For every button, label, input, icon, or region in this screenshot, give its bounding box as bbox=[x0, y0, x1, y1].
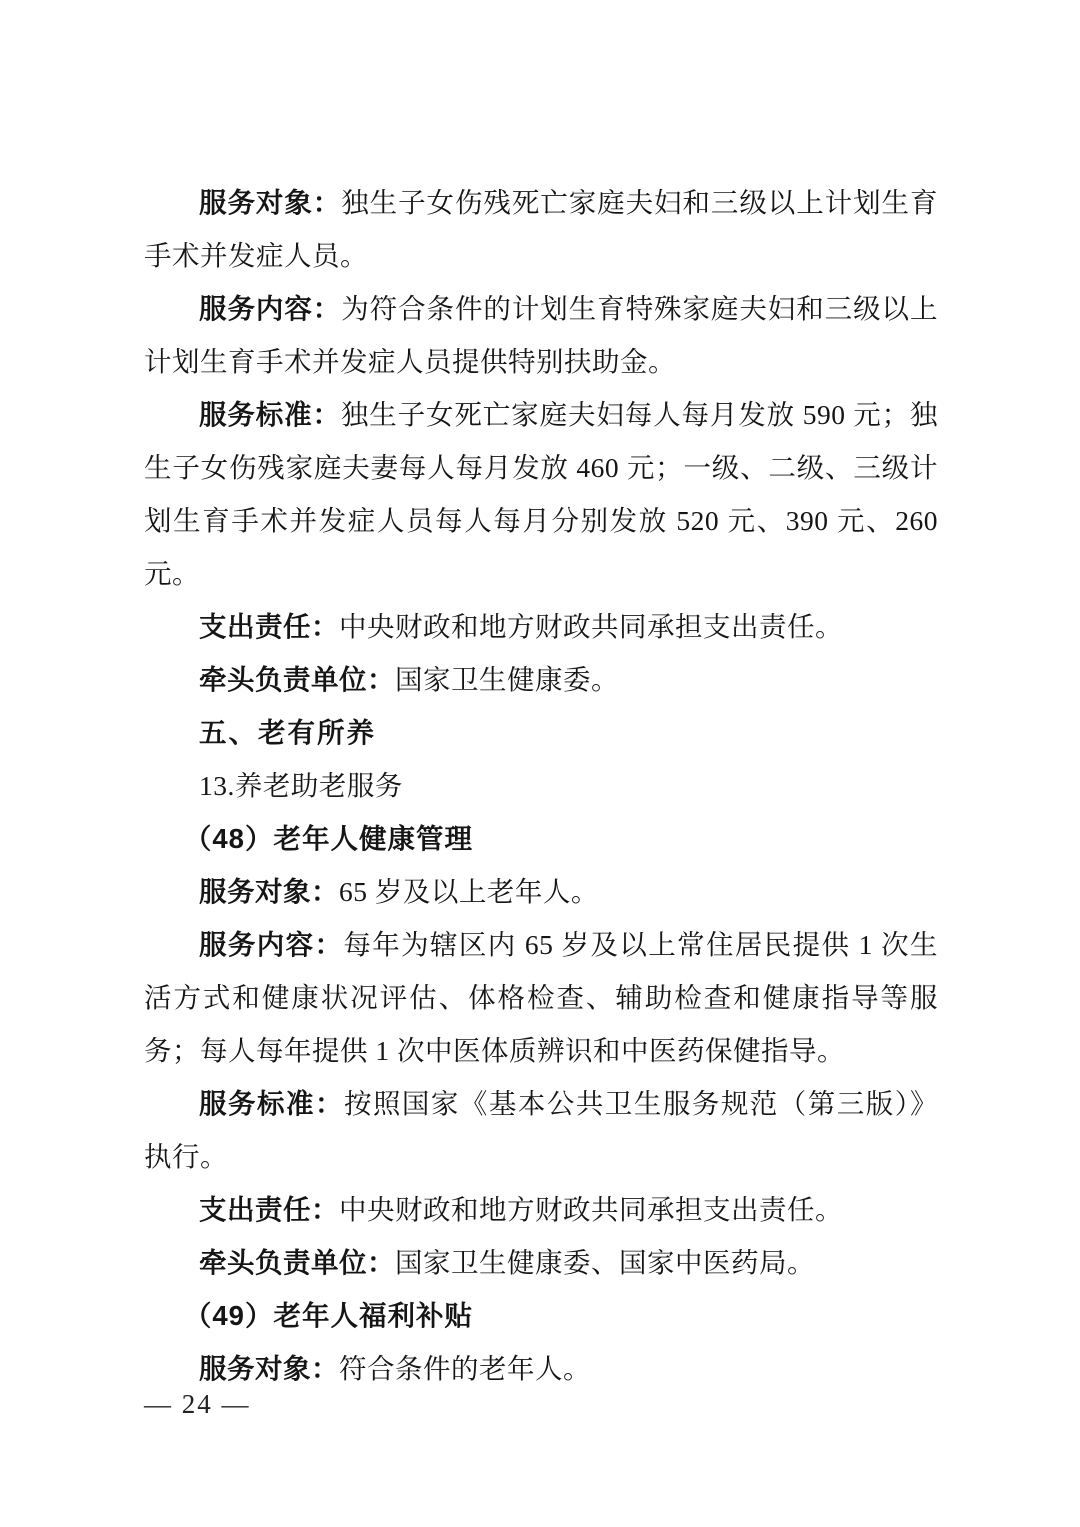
paragraph bbox=[144, 1236, 938, 1289]
paragraph-label: 服务对象： bbox=[199, 876, 339, 907]
sub-heading bbox=[144, 759, 938, 812]
heading-text: 13.养老助老服务 bbox=[199, 770, 403, 801]
paragraph-text: 按照国家《基本公共卫生服务规范（第三版）》执行。 bbox=[144, 1088, 939, 1172]
section-heading bbox=[144, 706, 938, 759]
paragraph-label: 牵头负责单位： bbox=[199, 1247, 395, 1278]
item-heading bbox=[144, 812, 938, 865]
paragraph-label: 支出责任： bbox=[199, 1194, 339, 1225]
paragraph-label: 牵头负责单位： bbox=[199, 664, 395, 695]
heading-text: （49）老年人福利补贴 bbox=[183, 1300, 473, 1331]
paragraph-text: 中央财政和地方财政共同承担支出责任。 bbox=[339, 611, 843, 642]
paragraph-text: 国家卫生健康委、国家中医药局。 bbox=[395, 1247, 815, 1278]
paragraph bbox=[144, 1077, 938, 1183]
paragraph-label: 服务标准： bbox=[199, 399, 341, 430]
paragraph-text: 国家卫生健康委。 bbox=[395, 664, 619, 695]
paragraph-label: 服务内容： bbox=[199, 929, 344, 960]
paragraph-label: 服务内容： bbox=[199, 293, 342, 324]
paragraph bbox=[144, 653, 938, 706]
paragraph bbox=[144, 918, 938, 1077]
paragraph bbox=[144, 388, 938, 600]
paragraph bbox=[144, 1342, 938, 1395]
paragraph-label: 服务对象： bbox=[199, 1353, 339, 1384]
page-number-text: — 24 — bbox=[144, 1389, 251, 1419]
paragraph-text: 独生子女死亡家庭夫妇每人每月发放 590 元；独生子女伤残家庭夫妻每人每月发放 460 元；一级、二级、三级计划生育手术并发症人员每人每月分别发放 520 元、390 元、260 元。 bbox=[144, 399, 939, 589]
paragraph-text: 每年为辖区内 65 岁及以上常住居民提供 1 次生活方式和健康状况评估、体格检查、辅助检查和健康指导等服务；每人每年提供 1 次中医体质辨识和中医药保健指导。 bbox=[144, 929, 938, 1066]
paragraph bbox=[144, 600, 938, 653]
paragraph-text: 符合条件的老年人。 bbox=[339, 1353, 591, 1384]
paragraph-text: 独生子女伤残死亡家庭夫妇和三级以上计划生育手术并发症人员。 bbox=[144, 187, 939, 271]
paragraph-label: 支出责任： bbox=[199, 611, 339, 642]
paragraph-text: 65 岁及以上老年人。 bbox=[339, 876, 599, 907]
paragraph-label: 服务标准： bbox=[199, 1088, 344, 1119]
paragraph-text: 为符合条件的计划生育特殊家庭夫妇和三级以上计划生育手术并发症人员提供特别扶助金。 bbox=[144, 293, 939, 377]
item-heading bbox=[144, 1289, 938, 1342]
heading-text: （48）老年人健康管理 bbox=[183, 823, 473, 854]
document-body bbox=[144, 176, 938, 1395]
page-number bbox=[144, 1384, 251, 1424]
paragraph bbox=[144, 176, 938, 282]
paragraph bbox=[144, 865, 938, 918]
paragraph-label: 服务对象： bbox=[199, 187, 342, 218]
heading-text: 五、老有所养 bbox=[199, 717, 376, 748]
paragraph bbox=[144, 1183, 938, 1236]
paragraph-text: 中央财政和地方财政共同承担支出责任。 bbox=[339, 1194, 843, 1225]
paragraph bbox=[144, 282, 938, 388]
